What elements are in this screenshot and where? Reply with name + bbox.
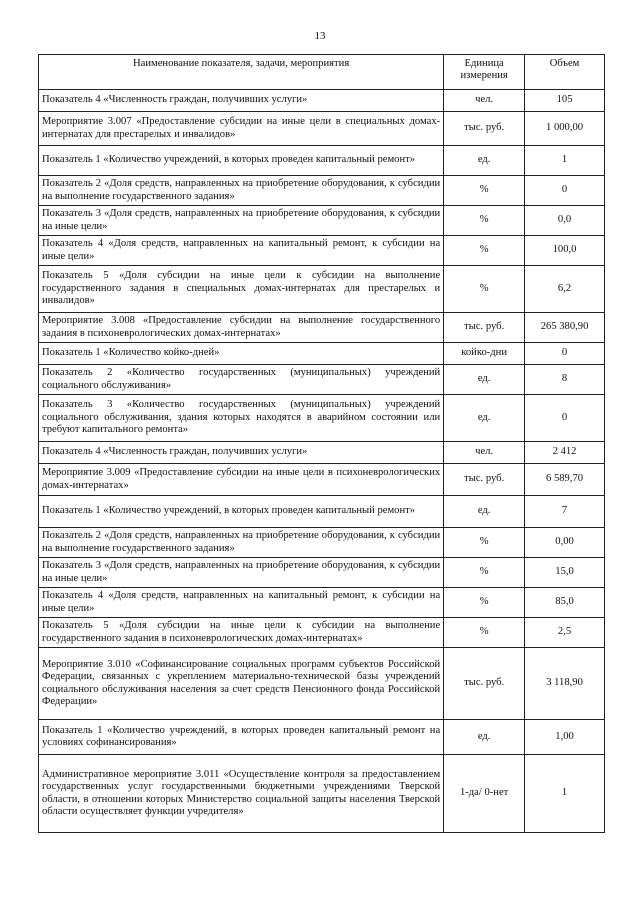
cell-unit: тыс. руб. (444, 313, 525, 343)
cell-volume: 0 (525, 343, 605, 365)
cell-volume: 1,00 (525, 720, 605, 755)
cell-unit: тыс. руб. (444, 648, 525, 720)
cell-volume: 105 (525, 90, 605, 112)
cell-unit: ед. (444, 496, 525, 528)
page-number: 13 (314, 30, 326, 42)
table-row (39, 558, 605, 588)
cell-unit: % (444, 206, 525, 236)
table-row (39, 112, 605, 146)
table-header-row (39, 55, 605, 90)
cell-unit: ед. (444, 365, 525, 395)
cell-name: Показатель 4 «Численность граждан, получивших услуги» (39, 442, 444, 464)
cell-unit: койко-дни (444, 343, 525, 365)
cell-name: Показатель 4 «Доля средств, направленных на капитальный ремонт, к субсидии на иные цели» (39, 236, 444, 266)
table-row (39, 442, 605, 464)
cell-volume: 6,2 (525, 266, 605, 313)
cell-unit: чел. (444, 90, 525, 112)
table-row (39, 720, 605, 755)
cell-unit: % (444, 558, 525, 588)
cell-volume: 1 000,00 (525, 112, 605, 146)
table-row (39, 395, 605, 442)
table-row (39, 365, 605, 395)
cell-unit: % (444, 618, 525, 648)
cell-volume: 15,0 (525, 558, 605, 588)
table-row (39, 343, 605, 365)
cell-volume: 265 380,90 (525, 313, 605, 343)
cell-volume: 6 589,70 (525, 464, 605, 496)
table-row (39, 90, 605, 112)
cell-name: Показатель 4 «Доля средств, направленных на капитальный ремонт, к субсидии на иные цели» (39, 588, 444, 618)
cell-name: Показатель 4 «Численность граждан, получивших услуги» (39, 90, 444, 112)
table-row (39, 146, 605, 176)
cell-volume: 2,5 (525, 618, 605, 648)
cell-name: Показатель 3 «Доля средств, направленных на приобретение оборудования, к субсидии на иные цели» (39, 206, 444, 236)
cell-name: Показатель 1 «Количество учреждений, в которых проведен капитальный ремонт на условиях софинансирования» (39, 720, 444, 755)
cell-unit: % (444, 588, 525, 618)
table-row (39, 313, 605, 343)
cell-name: Показатель 2 «Доля средств, направленных на приобретение оборудования, к субсидии на выполнение государственного задания» (39, 528, 444, 558)
cell-volume: 0 (525, 395, 605, 442)
table-row (39, 648, 605, 720)
cell-name: Показатель 3 «Количество государственных (муниципальных) учреждений социального обслуживания, здания которых находятся в аварийном состоянии или требуют капитального ремонта» (39, 395, 444, 442)
cell-volume: 0,00 (525, 528, 605, 558)
cell-name: Мероприятие 3.009 «Предоставление субсидии на иные цели в психоневрологических домах-интернатах» (39, 464, 444, 496)
table-row (39, 176, 605, 206)
cell-name: Показатель 2 «Количество государственных (муниципальных) учреждений социального обслуживания» (39, 365, 444, 395)
indicators-table (38, 54, 605, 833)
cell-name: Показатель 1 «Количество учреждений, в которых проведен капитальный ремонт» (39, 496, 444, 528)
cell-volume: 7 (525, 496, 605, 528)
header-name: Наименование показателя, задачи, мероприятия (39, 55, 444, 90)
cell-name: Мероприятие 3.007 «Предоставление субсидии на иные цели в специальных домах-интернатах для престарелых и инвалидов» (39, 112, 444, 146)
table-row (39, 464, 605, 496)
cell-volume: 100,0 (525, 236, 605, 266)
header-unit: Единица измерения (444, 55, 525, 90)
cell-unit: тыс. руб. (444, 464, 525, 496)
header-volume: Объем (525, 55, 605, 90)
table-row (39, 206, 605, 236)
cell-unit: ед. (444, 395, 525, 442)
cell-volume: 85,0 (525, 588, 605, 618)
cell-name: Мероприятие 3.008 «Предоставление субсидии на выполнение государственного задания в психоневрологических домах-интернатах» (39, 313, 444, 343)
table-row (39, 528, 605, 558)
cell-name: Показатель 1 «Количество койко-дней» (39, 343, 444, 365)
cell-name: Показатель 1 «Количество учреждений, в которых проведен капитальный ремонт» (39, 146, 444, 176)
cell-unit: ед. (444, 146, 525, 176)
cell-unit: тыс. руб. (444, 112, 525, 146)
cell-volume: 3 118,90 (525, 648, 605, 720)
cell-name: Административное мероприятие 3.011 «Осуществление контроля за предоставлением государственных услуг государственными бюджетными учреждениями Тверской области, в отношении которых Министерство социальной защиты населения Тверской области осуществляет функции учредителя» (39, 755, 444, 833)
table-row (39, 496, 605, 528)
cell-volume: 1 (525, 146, 605, 176)
cell-unit: 1-да/ 0-нет (444, 755, 525, 833)
cell-volume: 8 (525, 365, 605, 395)
cell-name: Показатель 5 «Доля субсидии на иные цели к субсидии на выполнение государственного задания в психоневрологических домах-интернатах» (39, 618, 444, 648)
cell-unit: % (444, 266, 525, 313)
cell-volume: 0,0 (525, 206, 605, 236)
cell-volume: 0 (525, 176, 605, 206)
cell-volume: 1 (525, 755, 605, 833)
cell-unit: ед. (444, 720, 525, 755)
table-row (39, 266, 605, 313)
cell-name: Показатель 3 «Доля средств, направленных на приобретение оборудования, к субсидии на иные цели» (39, 558, 444, 588)
table-row (39, 588, 605, 618)
cell-unit: % (444, 528, 525, 558)
table-row (39, 755, 605, 833)
table-row (39, 618, 605, 648)
cell-name: Мероприятие 3.010 «Софинансирование социальных программ субъектов Российской Федерации, связанных с укреплением материально-технической базы учреждений социального обслуживания населения за счет средств Пенсионного фонда Российской Федерации» (39, 648, 444, 720)
cell-name: Показатель 2 «Доля средств, направленных на приобретение оборудования, к субсидии на выполнение государственного задания» (39, 176, 444, 206)
cell-unit: % (444, 176, 525, 206)
table-row (39, 236, 605, 266)
cell-volume: 2 412 (525, 442, 605, 464)
cell-name: Показатель 5 «Доля субсидии на иные цели к субсидии на выполнение государственного задания в специальных домах-интернатах для престарелых и инвалидов» (39, 266, 444, 313)
cell-unit: чел. (444, 442, 525, 464)
cell-unit: % (444, 236, 525, 266)
